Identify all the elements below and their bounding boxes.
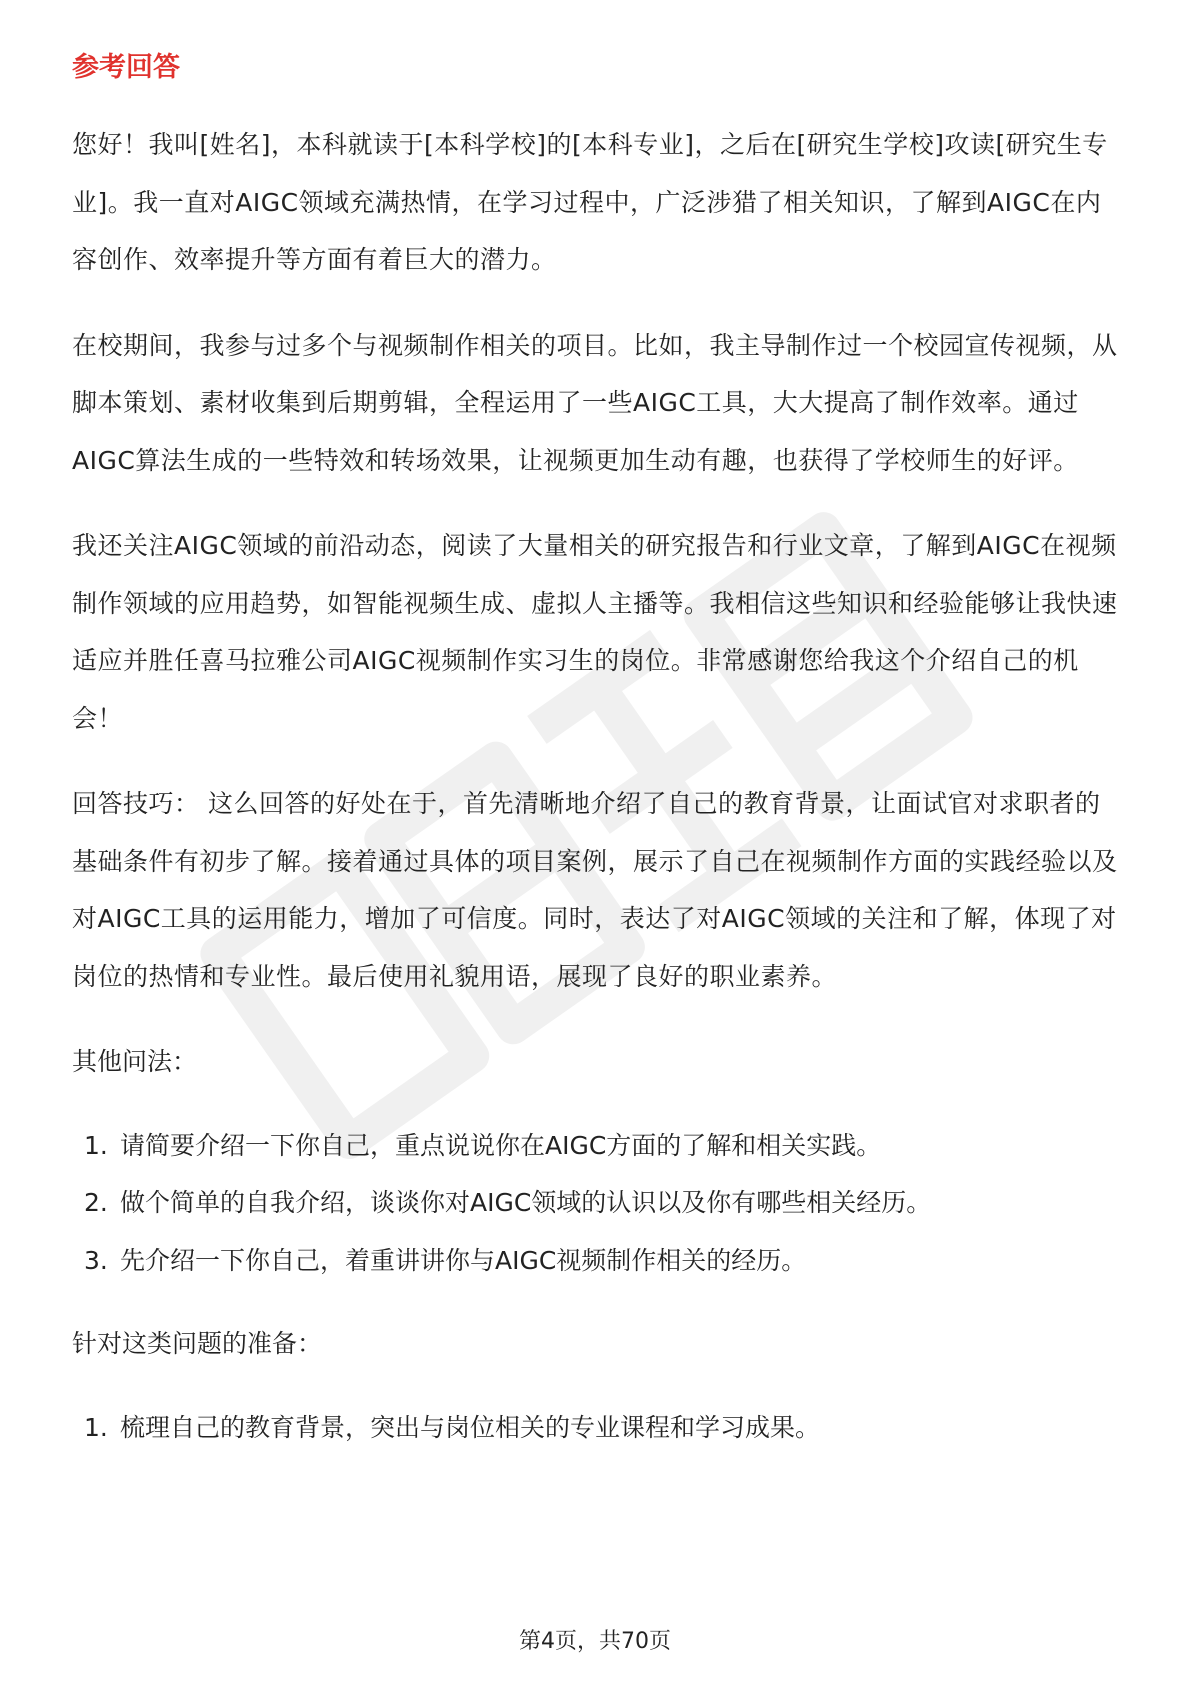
list-item	[84, 1174, 1122, 1232]
list-item-number: 1.	[84, 1412, 108, 1442]
preparation-list	[72, 1399, 1122, 1457]
list-item-text: 梳理自己的教育背景，突出与岗位相关的专业课程和学习成果。	[120, 1412, 821, 1442]
section-title: 参考回答	[72, 52, 180, 83]
answer-paragraph-2: 在校期间，我参与过多个与视频制作相关的项目。比如，我主导制作过一个校园宣传视频，从脚本策划、素材收集到后期剪辑，全程运用了一些AIGC工具，大大提高了制作效率。通过AIGC算法生成的一些特效和转场效果，让视频更加生动有趣，也获得了学校师生的好评。	[72, 330, 1118, 475]
list-item	[84, 1117, 1122, 1175]
answer-tips	[72, 775, 1122, 1005]
other-questions-list	[72, 1117, 1122, 1290]
answer-paragraph-1: 您好！我叫[姓名]，本科就读于[本科学校]的[本科专业]，之后在[研究生学校]攻读[研究生专业]。我一直对AIGC领域充满热情，在学习过程中，广泛涉猎了相关知识，了解到AIGC在内容创作、效率提升等方面有着巨大的潜力。	[72, 130, 1108, 274]
preparation-label: 针对这类问题的准备：	[72, 1329, 323, 1358]
answer-paragraph-3: 我还关注AIGC领域的前沿动态，阅读了大量相关的研究报告和行业文章，了解到AIGC在视频制作领域的应用趋势，如智能视频生成、虚拟人主播等。我相信这些知识和经验能够让我快速适应并胜任喜马拉雅公司AIGC视频制作实习生的岗位。非常感谢您给我这个介绍自己的机会！	[72, 531, 1118, 733]
list-item-text: 请简要介绍一下你自己，重点说说你在AIGC方面的了解和相关实践。	[120, 1130, 882, 1160]
list-item-text: 做个简单的自我介绍，谈谈你对AIGC领域的认识以及你有哪些相关经历。	[120, 1188, 932, 1217]
list-item-number: 3.	[84, 1245, 108, 1275]
list-item-number: 1.	[84, 1130, 108, 1160]
list-item-number: 2.	[84, 1188, 108, 1217]
list-item-text: 先介绍一下你自己，着重讲讲你与AIGC视频制作相关的经历。	[120, 1245, 807, 1275]
page-number-footer: 第4页，共70页	[519, 1629, 671, 1654]
list-item	[84, 1232, 1122, 1290]
list-item	[84, 1399, 1122, 1457]
answer-tips-text: 这么回答的好处在于，首先清晰地介绍了自己的教育背景，让面试官对求职者的基础条件有初步了解。接着通过具体的项目案例，展示了自己在视频制作方面的实践经验以及对AIGC工具的运用能力，增加了可信度。同时，表达了对AIGC领域的关注和了解，体现了对岗位的热情和专业性。最后使用礼貌用语，展现了良好的职业素养。	[72, 789, 1118, 991]
answer-tips-label: 回答技巧：	[72, 789, 200, 818]
other-questions-label: 其他问法：	[72, 1047, 198, 1076]
content-area	[72, 48, 1122, 1482]
